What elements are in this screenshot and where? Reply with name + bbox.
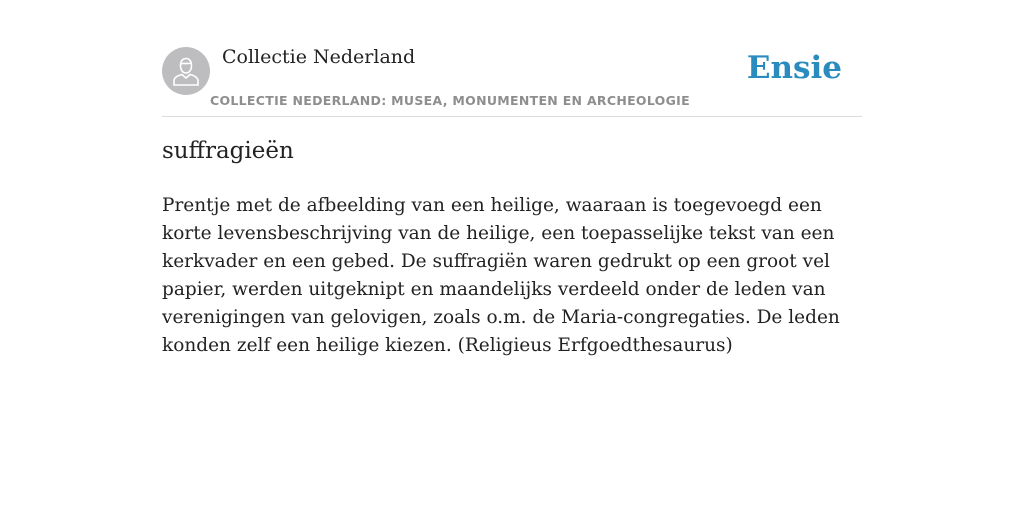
brand-logo[interactable]: Ensie	[746, 50, 842, 86]
source-label[interactable]: COLLECTIE NEDERLAND: MUSEA, MONUMENTEN EN ARCHEOLOGIE	[210, 93, 690, 108]
entry-definition: Prentje met de afbeelding van een heilige, waaraan is toegevoegd een korte levensbeschrijving van de heilige, een toepasselijke tekst van een kerkvader en een gebed. De suffragiën waren gedrukt op een groot vel papier, werden uitgeknipt en maandelijks verdeeld onder de leden van verenigingen van gelovigen, zoals o.m. de Maria-congregaties. De leden konden zelf een heilige kiezen. (Religieus Erfgoedthesaurus)	[162, 195, 840, 356]
author-name[interactable]: Collectie Nederland	[222, 46, 416, 68]
header	[162, 40, 862, 117]
entry-term: suffragieën	[162, 138, 294, 164]
avatar[interactable]	[162, 47, 210, 95]
user-icon	[172, 56, 200, 86]
